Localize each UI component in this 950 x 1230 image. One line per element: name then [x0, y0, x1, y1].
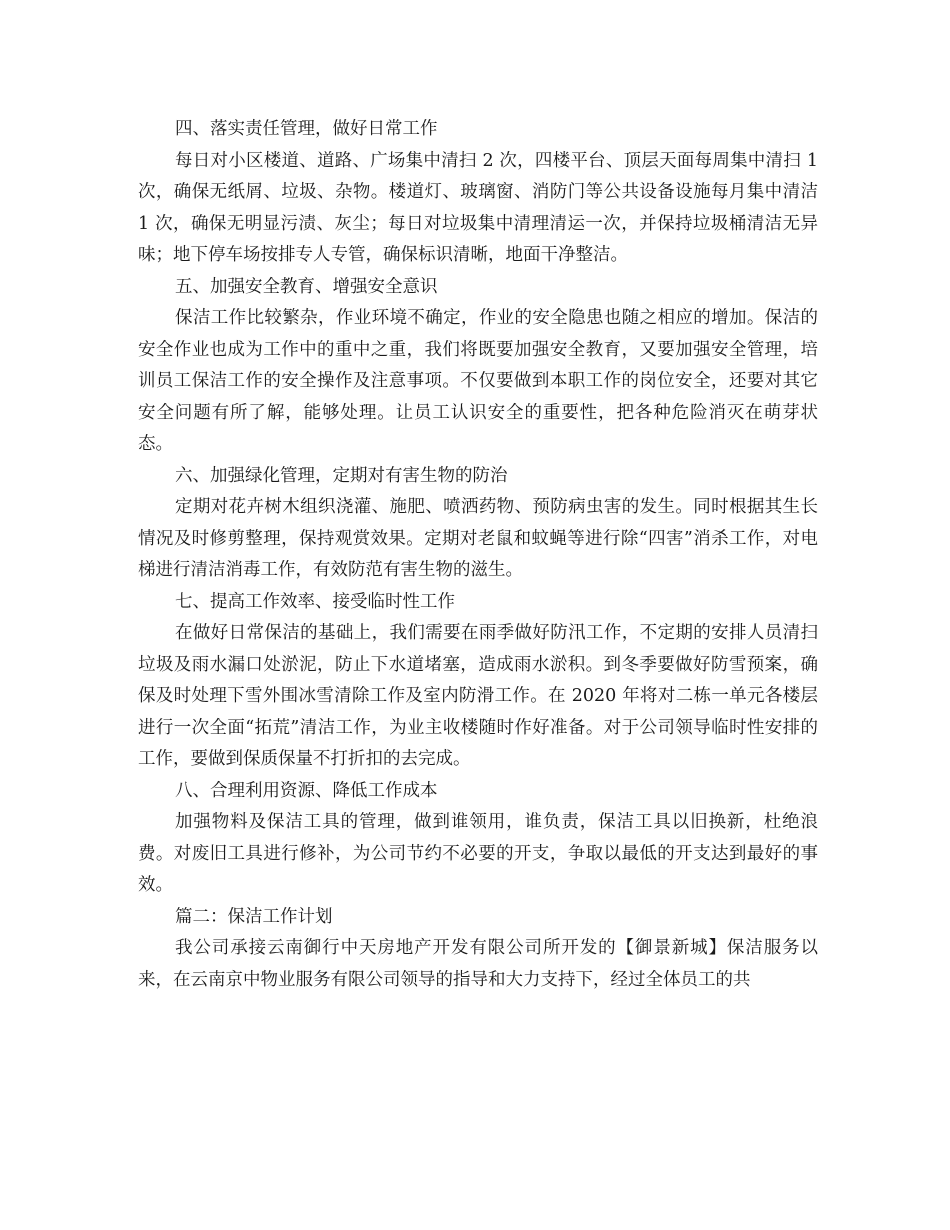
section-heading-6: 六、加强绿化管理，定期对有害生物的防治 [175, 465, 508, 486]
document-body [138, 114, 818, 996]
chapter-heading-2: 篇二：保洁工作计划 [175, 906, 333, 927]
section-paragraph-5: 保洁工作比较繁杂，作业环境不确定，作业的安全隐患也随之相应的增加。保洁的安全作业也成为工作中的重中之重，我们将既要加强安全教育，又要加强安全管理，培训员工保洁工作的安全操作及注意事项。不仅要做到本职工作的岗位安全，还要对其它安全问题有所了解，能够处理。让员工认识安全的重要性，把各种危险消灭在萌芽状态。 [138, 308, 818, 454]
section-paragraph-6: 定期对花卉树木组织浇灌、施肥、喷洒药物、预防病虫害的发生。同时根据其生长情况及时修剪整理，保持观赏效果。定期对老鼠和蚊蝇等进行除“四害”消杀工作，对电梯进行清洁消毒工作，有效防范有害生物的滋生。 [138, 497, 818, 580]
section-heading-7: 七、提高工作效率、接受临时性工作 [175, 591, 455, 612]
section-heading-4: 四、落实责任管理，做好日常工作 [175, 119, 438, 139]
section-paragraph-8: 加强物料及保洁工具的管理，做到谁领用，谁负责，保洁工具以旧换新，杜绝浪费。对废旧工具进行修补，为公司节约不必要的开支，争取以最低的开支达到最好的事效。 [138, 812, 818, 895]
section-paragraph-7: 在做好日常保洁的基础上，我们需要在雨季做好防汛工作，不定期的安排人员清扫垃圾及雨水漏口处淤泥，防止下水道堵塞，造成雨水淤积。到冬季要做好防雪预案，确保及时处理下雪外围冰雪清除工作及室内防滑工作。在 2020 年将对二栋一单元各楼层进行一次全面“拓荒”清洁工作，为业主收楼随时作好准备。对于公司领导临时性安排的工作，要做到保质保量不打折扣的去完成。 [138, 623, 818, 769]
section-heading-8: 八、合理利用资源、降低工作成本 [175, 780, 438, 801]
section-heading-5: 五、加强安全教育、增强安全意识 [175, 276, 438, 297]
section-paragraph-4: 每日对小区楼道、道路、广场集中清扫 2 次，四楼平台、顶层天面每周集中清扫 1 次，确保无纸屑、垃圾、杂物。楼道灯、玻璃窗、消防门等公共设备设施每月集中清洁 1 次，确保无明显污渍、灰尘；每日对垃圾集中清理清运一次，并保持垃圾桶清洁无异味；地下停车场按排专人专管，确保标识清晰，地面干净整洁。 [138, 150, 818, 265]
chapter-paragraph-2: 我公司承接云南御行中天房地产开发有限公司所开发的【御景新城】保洁服务以来，在云南京中物业服务有限公司领导的指导和大力支持下，经过全体员工的共 [138, 938, 818, 990]
